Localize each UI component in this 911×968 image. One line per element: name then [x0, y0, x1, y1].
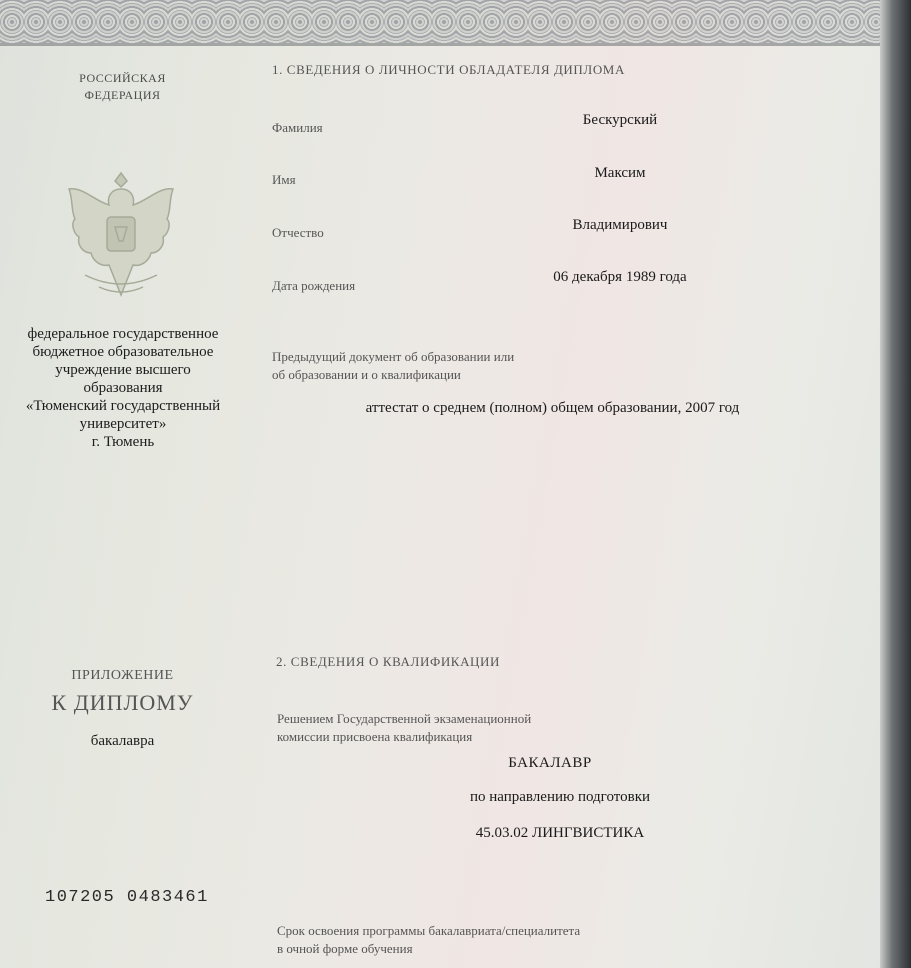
serial-number: 107205 0483461: [45, 888, 209, 907]
org-line: учреждение высшего: [55, 362, 191, 378]
appendix-subtitle: К ДИПЛОМУ: [51, 690, 194, 715]
name-label: Имя: [272, 172, 296, 187]
direction-label: по направлению подготовки: [469, 789, 651, 805]
study-term-text: [277, 922, 580, 958]
direction-value: 45.03.02 ЛИНГВИСТИКА: [475, 825, 645, 841]
appendix-title: ПРИЛОЖЕНИЕ: [71, 668, 174, 683]
prev-doc-value: аттестат о среднем (полном) общем образовании, 2007 год: [365, 400, 740, 416]
surname-value: Бескурский: [582, 112, 658, 128]
degree-level: бакалавра: [90, 733, 155, 749]
org-line: университет»: [79, 416, 167, 432]
decision-line-2: комиссии присвоена квалификация: [277, 729, 473, 744]
org-line: образования: [83, 380, 163, 396]
guilloche-border: [0, 0, 892, 46]
country-line-2: ФЕДЕРАЦИЯ: [84, 88, 161, 102]
birthdate-value: 06 декабря 1989 года: [553, 269, 687, 285]
decision-text: [277, 710, 531, 746]
decision-line-1: Решением Государственной экзаменационной: [277, 711, 532, 726]
page-edge-shadow: [880, 0, 911, 968]
name-value: Максим: [594, 165, 646, 181]
org-line: бюджетное образовательное: [32, 344, 214, 360]
patronymic-value: Владимирович: [572, 217, 668, 233]
section-1-title: 1. СВЕДЕНИЯ О ЛИЧНОСТИ ОБЛАДАТЕЛЯ ДИПЛОМА: [272, 62, 625, 77]
qualification-value: БАКАЛАВР: [508, 755, 592, 771]
prev-doc-label-line-2: об образовании и о квалификации: [272, 367, 461, 382]
surname-label: Фамилия: [272, 120, 323, 135]
prev-doc-label-line-1: Предыдущий документ об образовании или: [272, 349, 515, 364]
study-term-line-1: Срок освоения программы бакалавриата/специалитета: [277, 923, 581, 938]
country-name: [60, 70, 185, 104]
institution-name: [8, 325, 238, 451]
study-term-line-2: в очной форме обучения: [277, 941, 413, 956]
coat-of-arms-icon: [55, 165, 187, 305]
prev-doc-label: [272, 348, 514, 384]
country-line-1: РОССИЙСКАЯ: [79, 71, 166, 85]
section-2-title: 2. СВЕДЕНИЯ О КВАЛИФИКАЦИИ: [276, 654, 501, 669]
birthdate-label: Дата рождения: [272, 278, 356, 293]
org-line: г. Тюмень: [91, 434, 155, 450]
org-line: федеральное государственное: [27, 326, 219, 342]
patronymic-label: Отчество: [272, 225, 324, 240]
org-line: «Тюменский государственный: [25, 398, 221, 414]
